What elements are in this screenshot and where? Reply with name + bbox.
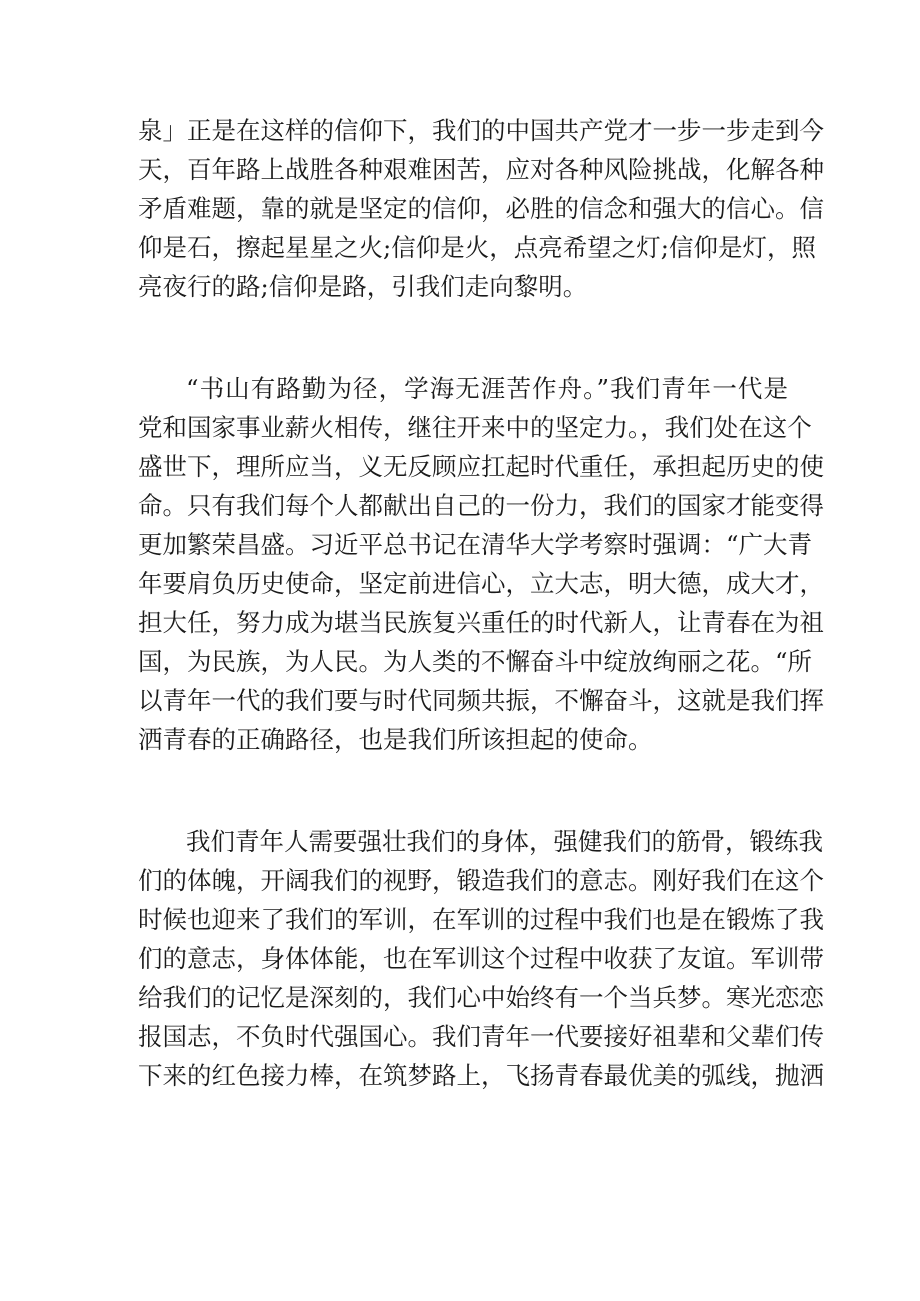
text-line: 担大任，努力成为堪当民族复兴重任的时代新人，让青春在为祖 xyxy=(138,608,824,637)
text-line: 下来的红色接力棒，在筑梦路上，飞扬青春最优美的弧线，抛洒 xyxy=(138,1061,824,1090)
text-line: 亮夜行的路;信仰是路，引我们走向黎明。 xyxy=(138,272,588,301)
text-line: 矛盾难题，靠的就是坚定的信仰，必胜的信念和强大的信心。信 xyxy=(138,194,824,223)
text-line: 我们青年人需要强壮我们的身体，强健我们的筋骨，锻练我 xyxy=(186,827,823,856)
text-line: 年要肩负历史使命，坚定前进信心，立大志，明大德，成大才， xyxy=(138,569,824,598)
text-line: 们的体魄，开阔我们的视野，锻造我们的意志。刚好我们在这个 xyxy=(138,866,824,895)
text-line: 党和国家事业薪火相传，继往开来中的坚定力。，我们处在这个 xyxy=(138,413,812,442)
text-line: 仰是石，擦起星星之火;信仰是火，点亮希望之灯;信仰是灯，照 xyxy=(138,233,817,262)
text-line: 命。只有我们每个人都献出自己的一份力，我们的国家才能变得 xyxy=(138,491,824,520)
paragraph-2 xyxy=(138,369,824,759)
text-line: 报国志，不负时代强国心。我们青年一代要接好祖辈和父辈们传 xyxy=(138,1022,824,1051)
text-line: 洒青春的正确路径，也是我们所该担起的使命。 xyxy=(138,725,653,754)
text-line: 国，为民族，为人民。为人类的不懈奋斗中绽放绚丽之花。“所 xyxy=(138,647,813,676)
paragraph-1 xyxy=(138,111,824,306)
paragraph-3 xyxy=(138,822,824,1095)
text-line: “书山有路勤为径，学海无涯苦作舟。”我们青年一代是 xyxy=(186,374,788,403)
text-line: 更加繁荣昌盛。习近平总书记在清华大学考察时强调：“广大青 xyxy=(138,530,813,559)
text-line: 们的意志，身体体能，也在军训这个过程中收获了友谊。军训带 xyxy=(138,944,824,973)
text-line: 盛世下，理所应当，义无反顾应扛起时代重任，承担起历史的使 xyxy=(138,452,824,481)
text-line: 给我们的记忆是深刻的，我们心中始终有一个当兵梦。寒光恋恋 xyxy=(138,983,824,1012)
text-line: 天，百年路上战胜各种艰难困苦，应对各种风险挑战，化解各种 xyxy=(138,155,824,184)
text-line: 以青年一代的我们要与时代同频共振，不懈奋斗，这就是我们挥 xyxy=(138,686,824,715)
text-line: 泉」正是在这样的信仰下，我们的中国共产党才一步一步走到今 xyxy=(138,116,824,145)
text-line: 时候也迎来了我们的军训，在军训的过程中我们也是在锻炼了我 xyxy=(138,905,824,934)
